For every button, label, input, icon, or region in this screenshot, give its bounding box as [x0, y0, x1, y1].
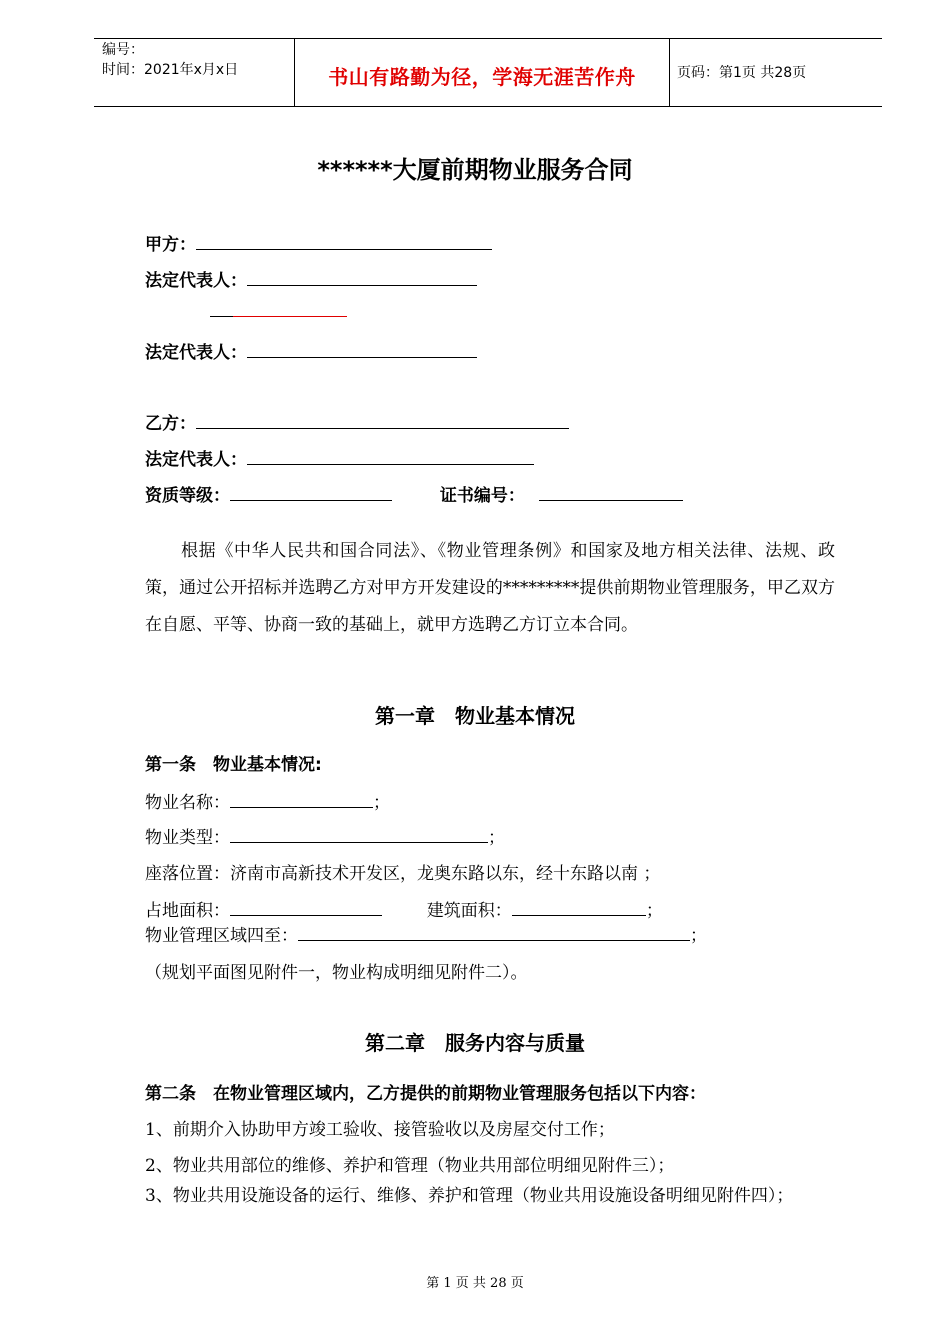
build-area-blank[interactable]: [512, 897, 646, 916]
semicolon: ；: [373, 793, 390, 813]
property-type-blank[interactable]: [230, 824, 488, 843]
party-a-blank[interactable]: [196, 231, 492, 250]
property-type-line: [145, 823, 505, 848]
property-name-label: 物业名称：: [145, 793, 230, 813]
qualification-line: [145, 481, 683, 506]
intro-paragraph: 根据《中华人民共和国合同法》、《物业管理条例》和国家及地方相关法律、法规、政策，通过公开招标并选聘乙方对甲方开发建设的*********提供前期物业管理服务，甲乙双方在自愿、平等、协商一致的基础上，就甲方选聘乙方订立本合同。: [145, 541, 835, 635]
article-2-heading: 第二条 在物业管理区域内，乙方提供的前期物业管理服务包括以下内容：: [145, 1084, 706, 1104]
boundary-blank[interactable]: [298, 922, 690, 941]
contract-title: ******大厦前期物业服务合同: [317, 156, 633, 184]
semicolon: ；: [690, 926, 707, 946]
legal-rep-blank-3[interactable]: [247, 446, 534, 465]
party-b-blank[interactable]: [196, 410, 569, 429]
legal-rep-line-3: [145, 445, 534, 470]
article-2-item-3: 3、物业共用设施设备的运行、维修、养护和管理（物业共用设施设备明细见附件四）；: [145, 1186, 794, 1206]
header-page-label: 页码：第1页 共28页: [677, 65, 807, 81]
qualification-label: 资质等级：: [145, 486, 230, 506]
land-area-blank[interactable]: [230, 897, 382, 916]
chapter-2-heading: 第二章 服务内容与质量: [365, 1031, 585, 1055]
header-center-cell: [294, 39, 670, 106]
qualification-blank[interactable]: [230, 482, 392, 501]
page-footer: 第 1 页 共 28 页: [426, 1276, 524, 1291]
legal-rep-blank-2[interactable]: [247, 339, 477, 358]
article-1-note: （规划平面图见附件一，物业构成明细见附件二）。: [145, 963, 528, 983]
property-type-label: 物业类型：: [145, 828, 230, 848]
legal-rep-line-1: [145, 266, 477, 291]
boundary-label: 物业管理区域四至：: [145, 926, 298, 946]
black-stub-line: [210, 316, 233, 317]
build-area-label: 建筑面积：: [426, 901, 512, 921]
legal-rep-line-2: [145, 338, 477, 363]
boundary-line: [145, 921, 707, 946]
party-a-line: [145, 230, 492, 255]
article-2-item-2: 2、物业共用部位的维修、养护和管理（物业共用部位明细见附件三）；: [145, 1156, 675, 1176]
red-underline: [233, 316, 347, 317]
header-motto: 书山有路勤为径，学海无涯苦作舟: [328, 65, 636, 89]
article-2-item-1: 1、前期介入协助甲方竣工验收、接管验收以及房屋交付工作；: [145, 1120, 615, 1140]
certificate-blank[interactable]: [539, 482, 683, 501]
party-a-label: 甲方：: [145, 235, 196, 255]
area-line: [145, 896, 663, 921]
legal-rep-label-2: 法定代表人：: [145, 343, 247, 363]
party-b-line: [145, 409, 569, 434]
legal-rep-blank-1[interactable]: [247, 267, 477, 286]
property-name-blank[interactable]: [230, 789, 373, 808]
header-right-cell: [669, 39, 882, 106]
location-line: 座落位置：济南市高新技术开发区，龙奥东路以东，经十东路以南 ；: [145, 864, 661, 884]
header-left-cell: [94, 39, 294, 106]
property-name-line: [145, 788, 390, 813]
semicolon: ；: [488, 828, 505, 848]
document-number-label: 编号：: [102, 42, 144, 58]
legal-rep-label-3: 法定代表人：: [145, 450, 247, 470]
document-time-label: 时间：2021年x月x日: [102, 62, 239, 78]
certificate-label: 证书编号：: [439, 486, 525, 506]
land-area-label: 占地面积：: [145, 901, 230, 921]
header-table: [94, 38, 882, 107]
article-1-heading: 第一条 物业基本情况:: [145, 755, 322, 775]
chapter-1-heading: 第一章 物业基本情况: [375, 704, 575, 728]
semicolon: ；: [645, 901, 663, 921]
party-b-label: 乙方：: [145, 414, 196, 434]
legal-rep-label-1: 法定代表人：: [145, 271, 247, 291]
